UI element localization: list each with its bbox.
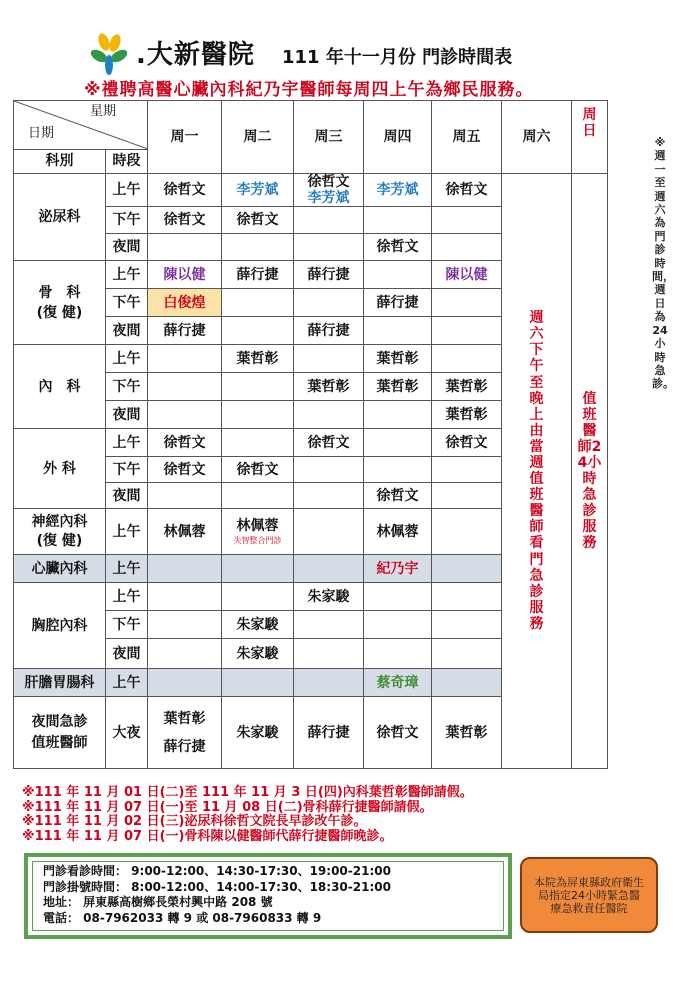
cell-sur-nt-fri [432, 483, 502, 509]
cell-ort-am-wed: 薛行捷 [294, 261, 364, 289]
dept-gastro: 肝膽胃腸科 [14, 669, 106, 697]
dept-chest: 胸腔內科 [14, 583, 106, 669]
cell-neu-am-mon: 林佩蓉 [148, 509, 222, 555]
dept-surgery: 外 科 [14, 429, 106, 509]
header-tue: 周二 [222, 101, 294, 174]
cell-sur-nt-thu: 徐哲文 [364, 483, 432, 509]
cell-int-am-fri [432, 345, 502, 373]
cardiology-notice: ※禮聘高醫心臟內科紀乃宇醫師每周四上午為鄉民服務。 [84, 80, 534, 100]
cell-neu-am-tue: 林佩蓉 失智整合門診 [222, 509, 294, 555]
header-wed: 周三 [294, 101, 364, 174]
corner-dept-label: 科別 [14, 150, 106, 174]
cell-int-pm-fri: 葉哲彰 [432, 373, 502, 401]
cell-ort-nt-tue [222, 317, 294, 345]
cell-che-pm-wed [294, 611, 364, 639]
cell-sur-nt-tue [222, 483, 294, 509]
header-sat: 周六 [502, 101, 572, 174]
slot-pm: 下午 [106, 289, 148, 317]
cell-che-am-tue [222, 583, 294, 611]
cell-uro-nt-fri [432, 234, 502, 261]
cell-sur-pm-mon: 徐哲文 [148, 457, 222, 483]
clinic-info-box [24, 853, 512, 939]
cell-int-nt-tue [222, 401, 294, 429]
cell-sur-pm-tue: 徐哲文 [222, 457, 294, 483]
cell-sur-am-wed: 徐哲文 [294, 429, 364, 457]
clinic-hours: 門診看診時間： 9:00-12:00、14:30-17:30、19:00-21:00 [43, 864, 391, 878]
cell-ort-pm-fri [432, 289, 502, 317]
note-line: ※111 年 11 月 07 日(一)至 11 月 08 日(二)骨科薛行捷醫師請假。 [22, 799, 433, 815]
cell-uro-pm-wed [294, 207, 364, 234]
cell-che-pm-fri [432, 611, 502, 639]
cell-uro-pm-tue: 徐哲文 [222, 207, 294, 234]
cell-che-am-fri [432, 583, 502, 611]
cell-int-pm-tue [222, 373, 294, 401]
cell-che-am-mon [148, 583, 222, 611]
cell-ort-pm-mon: 白俊煌 [148, 289, 222, 317]
cell-int-am-mon [148, 345, 222, 373]
cell-che-nt-tue: 朱家駿 [222, 639, 294, 669]
slot-am: 上午 [106, 555, 148, 583]
cell-ort-pm-tue [222, 289, 294, 317]
cell-nig-tue: 朱家駿 [222, 697, 294, 769]
cell-neu-am-thu: 林佩蓉 [364, 509, 432, 555]
dept-internal: 內 科 [14, 345, 106, 429]
dept-neurology: 神經內科 (復 健) [14, 509, 106, 555]
dept-orthopedics: 骨 科 (復 健) [14, 261, 106, 345]
cell-gas-am-thu: 蔡奇璋 [364, 669, 432, 697]
corner-cell [14, 101, 148, 150]
cell-che-am-wed: 朱家駿 [294, 583, 364, 611]
dept-cardiology: 心臟內科 [14, 555, 106, 583]
cell-car-am-wed [294, 555, 364, 583]
dept-night-er: 夜間急診 值班醫師 [14, 697, 106, 769]
cell-ort-pm-wed [294, 289, 364, 317]
cell-che-nt-thu [364, 639, 432, 669]
cell-ort-am-fri: 陳以健 [432, 261, 502, 289]
cell-car-am-thu: 紀乃宇 [364, 555, 432, 583]
cell-sur-pm-thu [364, 457, 432, 483]
cell-che-nt-mon [148, 639, 222, 669]
cell-int-am-wed [294, 345, 364, 373]
cell-ort-am-tue: 薛行捷 [222, 261, 294, 289]
cell-sur-am-thu [364, 429, 432, 457]
cell-uro-nt-mon [148, 234, 222, 261]
header-mon: 周一 [148, 101, 222, 174]
side-note-spacer [608, 101, 640, 769]
cell-nig-thu: 徐哲文 [364, 697, 432, 769]
header-fri: 周五 [432, 101, 502, 174]
cell-uro-nt-wed [294, 234, 364, 261]
header-thu: 周四 [364, 101, 432, 174]
cell-ort-nt-wed: 薛行捷 [294, 317, 364, 345]
cell-ort-am-thu [364, 261, 432, 289]
cell-gas-am-fri [432, 669, 502, 697]
cell-car-am-fri [432, 555, 502, 583]
cell-che-nt-wed [294, 639, 364, 669]
cell-che-nt-fri [432, 639, 502, 669]
cell-int-nt-mon [148, 401, 222, 429]
cell-int-pm-thu: 葉哲彰 [364, 373, 432, 401]
cell-gas-am-tue [222, 669, 294, 697]
cell-ort-pm-thu: 薛行捷 [364, 289, 432, 317]
emergency-designation-badge: 本院為屏東縣政府衛生局指定24小時緊急醫療急救責任醫院 [520, 857, 658, 933]
cell-int-pm-wed: 葉哲彰 [294, 373, 364, 401]
cell-sur-nt-mon [148, 483, 222, 509]
corner-week-label: 星期 [90, 104, 117, 119]
sat-service-note: 週六下午至晚上由當週值班醫師看門急診服務 [502, 174, 572, 769]
cell-int-nt-wed [294, 401, 364, 429]
cell-int-am-thu: 葉哲彰 [364, 345, 432, 373]
cell-neu-am-fri [432, 509, 502, 555]
cell-int-pm-mon [148, 373, 222, 401]
cell-nig-wed: 薛行捷 [294, 697, 364, 769]
slot-night: 夜間 [106, 483, 148, 509]
cell-uro-am-mon: 徐哲文 [148, 174, 222, 207]
cell-sur-am-fri: 徐哲文 [432, 429, 502, 457]
leave-notes [22, 786, 682, 844]
slot-late-night: 大夜 [106, 697, 148, 769]
cell-nig-fri: 葉哲彰 [432, 697, 502, 769]
cell-uro-am-thu: 李芳斌 [364, 174, 432, 207]
page-title: 111 年十一月份 門診時間表 [282, 47, 513, 68]
address: 地址： 屏東縣高樹鄉長榮村興中路 208 號 [43, 895, 273, 909]
slot-am: 上午 [106, 261, 148, 289]
cell-sur-pm-fri [432, 457, 502, 483]
cell-uro-am-tue: 李芳斌 [222, 174, 294, 207]
cell-sur-am-tue [222, 429, 294, 457]
sun-service-note: 值班醫師24小時急診服務 [572, 174, 608, 769]
cell-int-am-tue: 葉哲彰 [222, 345, 294, 373]
cell-gas-am-wed [294, 669, 364, 697]
cell-sur-am-mon: 徐哲文 [148, 429, 222, 457]
cell-ort-nt-thu [364, 317, 432, 345]
note-line: ※111 年 11 月 01 日(二)至 111 年 11 月 3 日(四)內科葉哲彰醫師請假。 [22, 785, 473, 800]
header-sun: 周日 [572, 101, 608, 174]
dept-urology: 泌尿科 [14, 174, 106, 261]
corner-slot-label: 時段 [106, 150, 148, 174]
registration-hours: 門診掛號時間： 8:00-12:00、14:00-17:30、18:30-21:00 [43, 879, 391, 894]
slot-pm: 下午 [106, 611, 148, 639]
hospital-logo [88, 32, 132, 76]
cell-uro-pm-thu [364, 207, 432, 234]
slot-pm: 下午 [106, 457, 148, 483]
cell-uro-pm-fri [432, 207, 502, 234]
hospital-name: .大新醫院 [136, 40, 255, 70]
dementia-clinic-label: 失智整合門診 [233, 536, 282, 546]
slot-am: 上午 [106, 429, 148, 457]
cell-ort-nt-mon: 薛行捷 [148, 317, 222, 345]
slot-am: 上午 [106, 345, 148, 373]
cell-che-pm-mon [148, 611, 222, 639]
clinic-schedule-table [13, 100, 640, 769]
cell-ort-am-mon: 陳以健 [148, 261, 222, 289]
cell-car-am-tue [222, 555, 294, 583]
cell-che-pm-thu [364, 611, 432, 639]
slot-pm: 下午 [106, 207, 148, 234]
cell-sur-pm-wed [294, 457, 364, 483]
slot-am: 上午 [106, 509, 148, 555]
cell-che-pm-tue: 朱家駿 [222, 611, 294, 639]
slot-night: 夜間 [106, 317, 148, 345]
cell-uro-am-fri: 徐哲文 [432, 174, 502, 207]
cell-car-am-mon [148, 555, 222, 583]
side-note: ※週一至週六為門診時間，週日為24小時急診。 [652, 136, 674, 391]
cell-uro-nt-tue [222, 234, 294, 261]
cell-ort-nt-fri [432, 317, 502, 345]
slot-am: 上午 [106, 174, 148, 207]
cell-nig-mon: 葉哲彰 薛行捷 [148, 697, 222, 769]
cell-che-am-thu [364, 583, 432, 611]
cell-int-nt-thu [364, 401, 432, 429]
cell-uro-nt-thu: 徐哲文 [364, 234, 432, 261]
slot-night: 夜間 [106, 401, 148, 429]
corner-date-label: 日期 [28, 126, 55, 141]
cell-int-nt-fri: 葉哲彰 [432, 401, 502, 429]
slot-night: 夜間 [106, 234, 148, 261]
slot-am: 上午 [106, 669, 148, 697]
note-line: ※111 年 11 月 02 日(三)泌尿科徐哲文院長早診改午診。 [22, 814, 367, 829]
cell-sur-nt-wed [294, 483, 364, 509]
slot-night: 夜間 [106, 639, 148, 669]
slot-am: 上午 [106, 583, 148, 611]
note-line: ※111 年 11 月 07 日(一)骨科陳以健醫師代薛行捷醫師晚診。 [22, 828, 393, 844]
cell-neu-am-wed [294, 509, 364, 555]
slot-pm: 下午 [106, 373, 148, 401]
cell-gas-am-mon [148, 669, 222, 697]
cell-uro-am-wed: 徐哲文 李芳斌 [294, 174, 364, 207]
phone: 電話： 08-7962033 轉 9 或 08-7960833 轉 9 [43, 910, 322, 925]
cell-uro-pm-mon: 徐哲文 [148, 207, 222, 234]
